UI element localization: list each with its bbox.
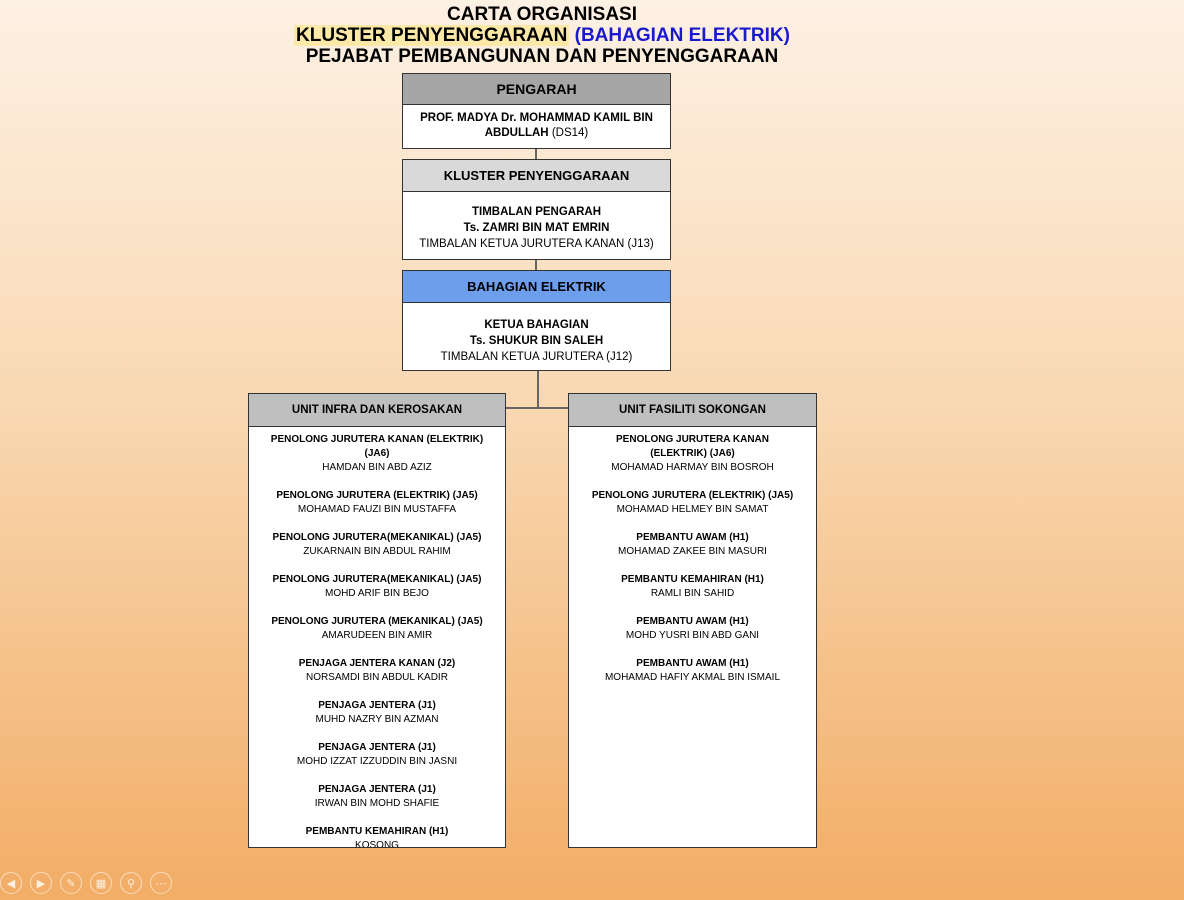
bahagian-position: TIMBALAN KETUA JURUTERA (J12)	[440, 351, 633, 363]
subtitle-division: (BAHAGIAN ELEKTRIK)	[574, 25, 790, 46]
unit-infra-header: UNIT INFRA DAN KEROSAKAN	[249, 394, 505, 427]
list-item: PENOLONG JURUTERA (MEKANIKAL) (JA5) AMARUDEEN BIN AMIR	[271, 616, 483, 641]
list-item: PEMBANTU KEMAHIRAN (H1) RAMLI BIN SAHID	[621, 574, 764, 599]
list-item: PEMBANTU KEMAHIRAN (H1) KOSONG	[305, 826, 449, 848]
list-item: PENOLONG JURUTERA (ELEKTRIK) (JA5) MOHAMAD FAUZI BIN MUSTAFFA	[276, 490, 478, 515]
slideshow-controls	[0, 872, 172, 894]
connector-vertical	[537, 370, 539, 408]
unit-fasiliti-box	[568, 393, 817, 848]
chart-title: CARTA ORGANISASI	[447, 4, 637, 25]
list-item: PEMBANTU AWAM (H1) MOHD YUSRI BIN ABD GANI	[625, 616, 760, 641]
prev-icon[interactable]: ◀	[0, 872, 22, 894]
connector-horizontal	[505, 407, 569, 409]
list-item: PENJAGA JENTERA (J1) MUHD NAZRY BIN AZMAN	[315, 700, 439, 725]
list-item: PENOLONG JURUTERA(MEKANIKAL) (JA5) MOHD ARIF BIN BEJO	[272, 574, 482, 599]
unit-fasiliti-header: UNIT FASILITI SOKONGAN	[569, 394, 816, 427]
list-item: PENJAGA JENTERA KANAN (J2) NORSAMDI BIN ABDUL KADIR	[298, 658, 456, 683]
list-item: PENJAGA JENTERA (J1) IRWAN BIN MOHD SHAFIE	[314, 784, 440, 809]
next-icon[interactable]: ▶	[30, 872, 52, 894]
more-icon[interactable]: ⋯	[150, 872, 172, 894]
list-item: PENOLONG JURUTERA KANAN (ELEKTRIK) (JA6) HAMDAN BIN ABD AZIZ	[270, 434, 484, 473]
bahagian-role: KETUA BAHAGIAN	[484, 319, 589, 331]
kluster-name: Ts. ZAMRI BIN MAT EMRIN	[463, 222, 610, 234]
pengarah-name: PROF. MADYA Dr. MOHAMMAD KAMIL BIN ABDULLAH	[420, 112, 653, 139]
kluster-header: KLUSTER PENYENGGARAAN	[403, 160, 670, 192]
list-item: PENOLONG JURUTERA (ELEKTRIK) (JA5) MOHAMAD HELMEY BIN SAMAT	[591, 490, 794, 515]
chart-office: PEJABAT PEMBANGUNAN DAN PENYENGGARAAN	[305, 46, 779, 67]
subtitle-cluster: KLUSTER PENYENGGARAAN	[296, 25, 568, 46]
list-item: PENJAGA JENTERA (J1) MOHD IZZAT IZZUDDIN BIN JASNI	[296, 742, 458, 767]
zoom-icon[interactable]: ⚲	[120, 872, 142, 894]
bahagian-name: Ts. SHUKUR BIN SALEH	[469, 335, 604, 347]
slides-icon[interactable]: ▦	[90, 872, 112, 894]
pengarah-details	[403, 105, 670, 141]
kluster-box	[402, 159, 671, 260]
pen-icon[interactable]: ✎	[60, 872, 82, 894]
chart-subtitle	[0, 25, 1084, 46]
unit-fasiliti-list	[569, 427, 816, 685]
bahagian-box	[402, 270, 671, 371]
list-item: PENOLONG JURUTERA(MEKANIKAL) (JA5) ZUKARNAIN BIN ABDUL RAHIM	[272, 532, 482, 557]
unit-infra-list	[249, 427, 505, 848]
kluster-details	[403, 192, 670, 252]
pengarah-box	[402, 73, 671, 149]
kluster-role: TIMBALAN PENGARAH	[471, 206, 602, 218]
unit-infra-box	[248, 393, 506, 848]
pengarah-header: PENGARAH	[403, 74, 670, 105]
kluster-position: TIMBALAN KETUA JURUTERA KANAN (J13)	[419, 238, 654, 250]
bahagian-header: BAHAGIAN ELEKTRIK	[403, 271, 670, 303]
list-item: PEMBANTU AWAM (H1) MOHAMAD HAFIY AKMAL BIN ISMAIL	[604, 658, 781, 683]
bahagian-details	[403, 303, 670, 365]
pengarah-grade: (DS14)	[551, 127, 589, 139]
list-item: PENOLONG JURUTERA KANAN (ELEKTRIK) (JA6) MOHAMAD HARMAY BIN BOSROH	[611, 434, 774, 473]
list-item: PEMBANTU AWAM (H1) MOHAMAD ZAKEE BIN MASURI	[618, 532, 767, 557]
